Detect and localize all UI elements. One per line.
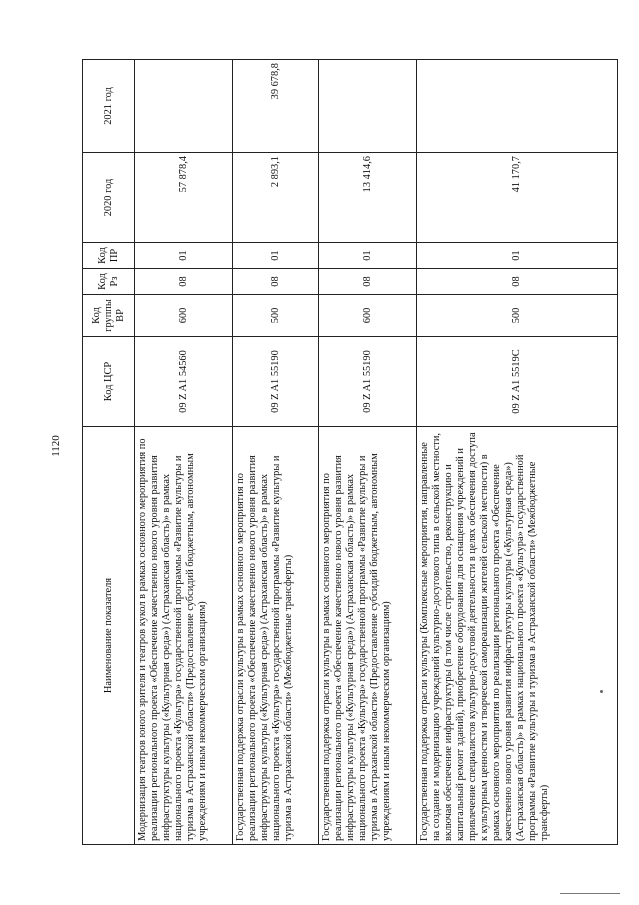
row-rz: 08 — [319, 269, 417, 295]
row-2020: 2 893,1 — [233, 153, 319, 243]
table-row — [135, 60, 233, 845]
row-name: Государственная поддержка отрасли культуры (Комплексные мероприятия, направленные на создание и модернизацию учреждений культурно-досугового типа в сельской местности, включая обеспечение инфраструктуры (в том числе строительство, реконструкцию и капитальный ремонт зданий), приобретение оборудования для оснащения учреждений и привлечение специалистов культурно-досуговой деятельности в целях обеспечения доступа к культурным ценностям и творческой самореализации жителей сельской местности) в рамках основного мероприятия по реализации регионального проекта «Обеспечение качественно нового уровня развития инфраструктуры культуры («Культурная среда») (Астраханская область)» в рамках национального проекта «Культура» государственной программы «Развитие культуры и туризма в Астраханской области» (Межбюджетные трансферты) — [417, 427, 618, 845]
row-rz: 08 — [417, 269, 618, 295]
row-name: Государственная поддержка отрасли культуры в рамках основного мероприятия по реализации регионального проекта «Обеспечение качественно нового уровня развития инфраструктуры культуры («Культурная среда») (Астраханская область)» в рамках национального проекта «Культура» государственной программы «Развитие культуры и туризма в Астраханской области» (Предоставление субсидий бюджетным, автономным учреждениям и иным некоммерческим организациям) — [319, 427, 417, 845]
row-csr: 09 Z A1 55190 — [233, 337, 319, 427]
row-vr: 600 — [135, 295, 233, 337]
scan-speck — [600, 690, 603, 693]
row-csr: 09 Z A1 55190 — [319, 337, 417, 427]
table-row — [319, 60, 417, 845]
row-name: Модернизация театров юного зрителя и театров кукол в рамках основного мероприятия по реализации регионального проекта «Обеспечение качественно нового уровня развития инфраструктуры культуры («Культурная среда») (Астраханская область)» в рамках национального проекта «Культура» государственной программы «Развитие культуры и туризма в Астраханской области» (Предоставление субсидий бюджетным, автономным учреждениям и иным некоммерческим организациям) — [135, 427, 233, 845]
rotated-table-container — [82, 60, 617, 845]
header-2021: 2021 год — [83, 60, 135, 153]
row-vr: 500 — [417, 295, 618, 337]
header-pr: Код ПР — [83, 243, 135, 269]
header-vr: Код группы ВР — [83, 295, 135, 337]
page-number: 1120 — [50, 435, 62, 457]
row-pr: 01 — [135, 243, 233, 269]
table-row — [233, 60, 319, 845]
header-row — [83, 60, 135, 845]
row-csr: 09 Z A1 54560 — [135, 337, 233, 427]
row-rz: 08 — [135, 269, 233, 295]
header-name: Наименование показателя — [83, 427, 135, 845]
row-rz: 08 — [233, 269, 319, 295]
header-2020: 2020 год — [83, 153, 135, 243]
row-2020: 13 414,6 — [319, 153, 417, 243]
header-rz: Код Рз — [83, 269, 135, 295]
row-pr: 01 — [417, 243, 618, 269]
row-pr: 01 — [233, 243, 319, 269]
scan-artifact — [560, 893, 620, 894]
row-name: Государственная поддержка отрасли культуры в рамках основного мероприятия по реализации регионального проекта «Обеспечение качественно нового уровня развития инфраструктуры культуры («Культурная среда») (Астраханская область)» в рамках национального проекта «Культура» государственной программы «Развитие культуры и туризма в Астраханской области» (Межбюджетные трансферты) — [233, 427, 319, 845]
row-csr: 09 Z A1 5519C — [417, 337, 618, 427]
row-pr: 01 — [319, 243, 417, 269]
row-2021: 39 678,8 — [233, 60, 319, 153]
budget-table — [82, 59, 618, 845]
row-vr: 500 — [233, 295, 319, 337]
row-2021 — [319, 60, 417, 153]
row-vr: 600 — [319, 295, 417, 337]
row-2021 — [417, 60, 618, 153]
row-2021 — [135, 60, 233, 153]
header-csr: Код ЦСР — [83, 337, 135, 427]
table-row — [417, 60, 618, 845]
row-2020: 41 170,7 — [417, 153, 618, 243]
row-2020: 57 878,4 — [135, 153, 233, 243]
